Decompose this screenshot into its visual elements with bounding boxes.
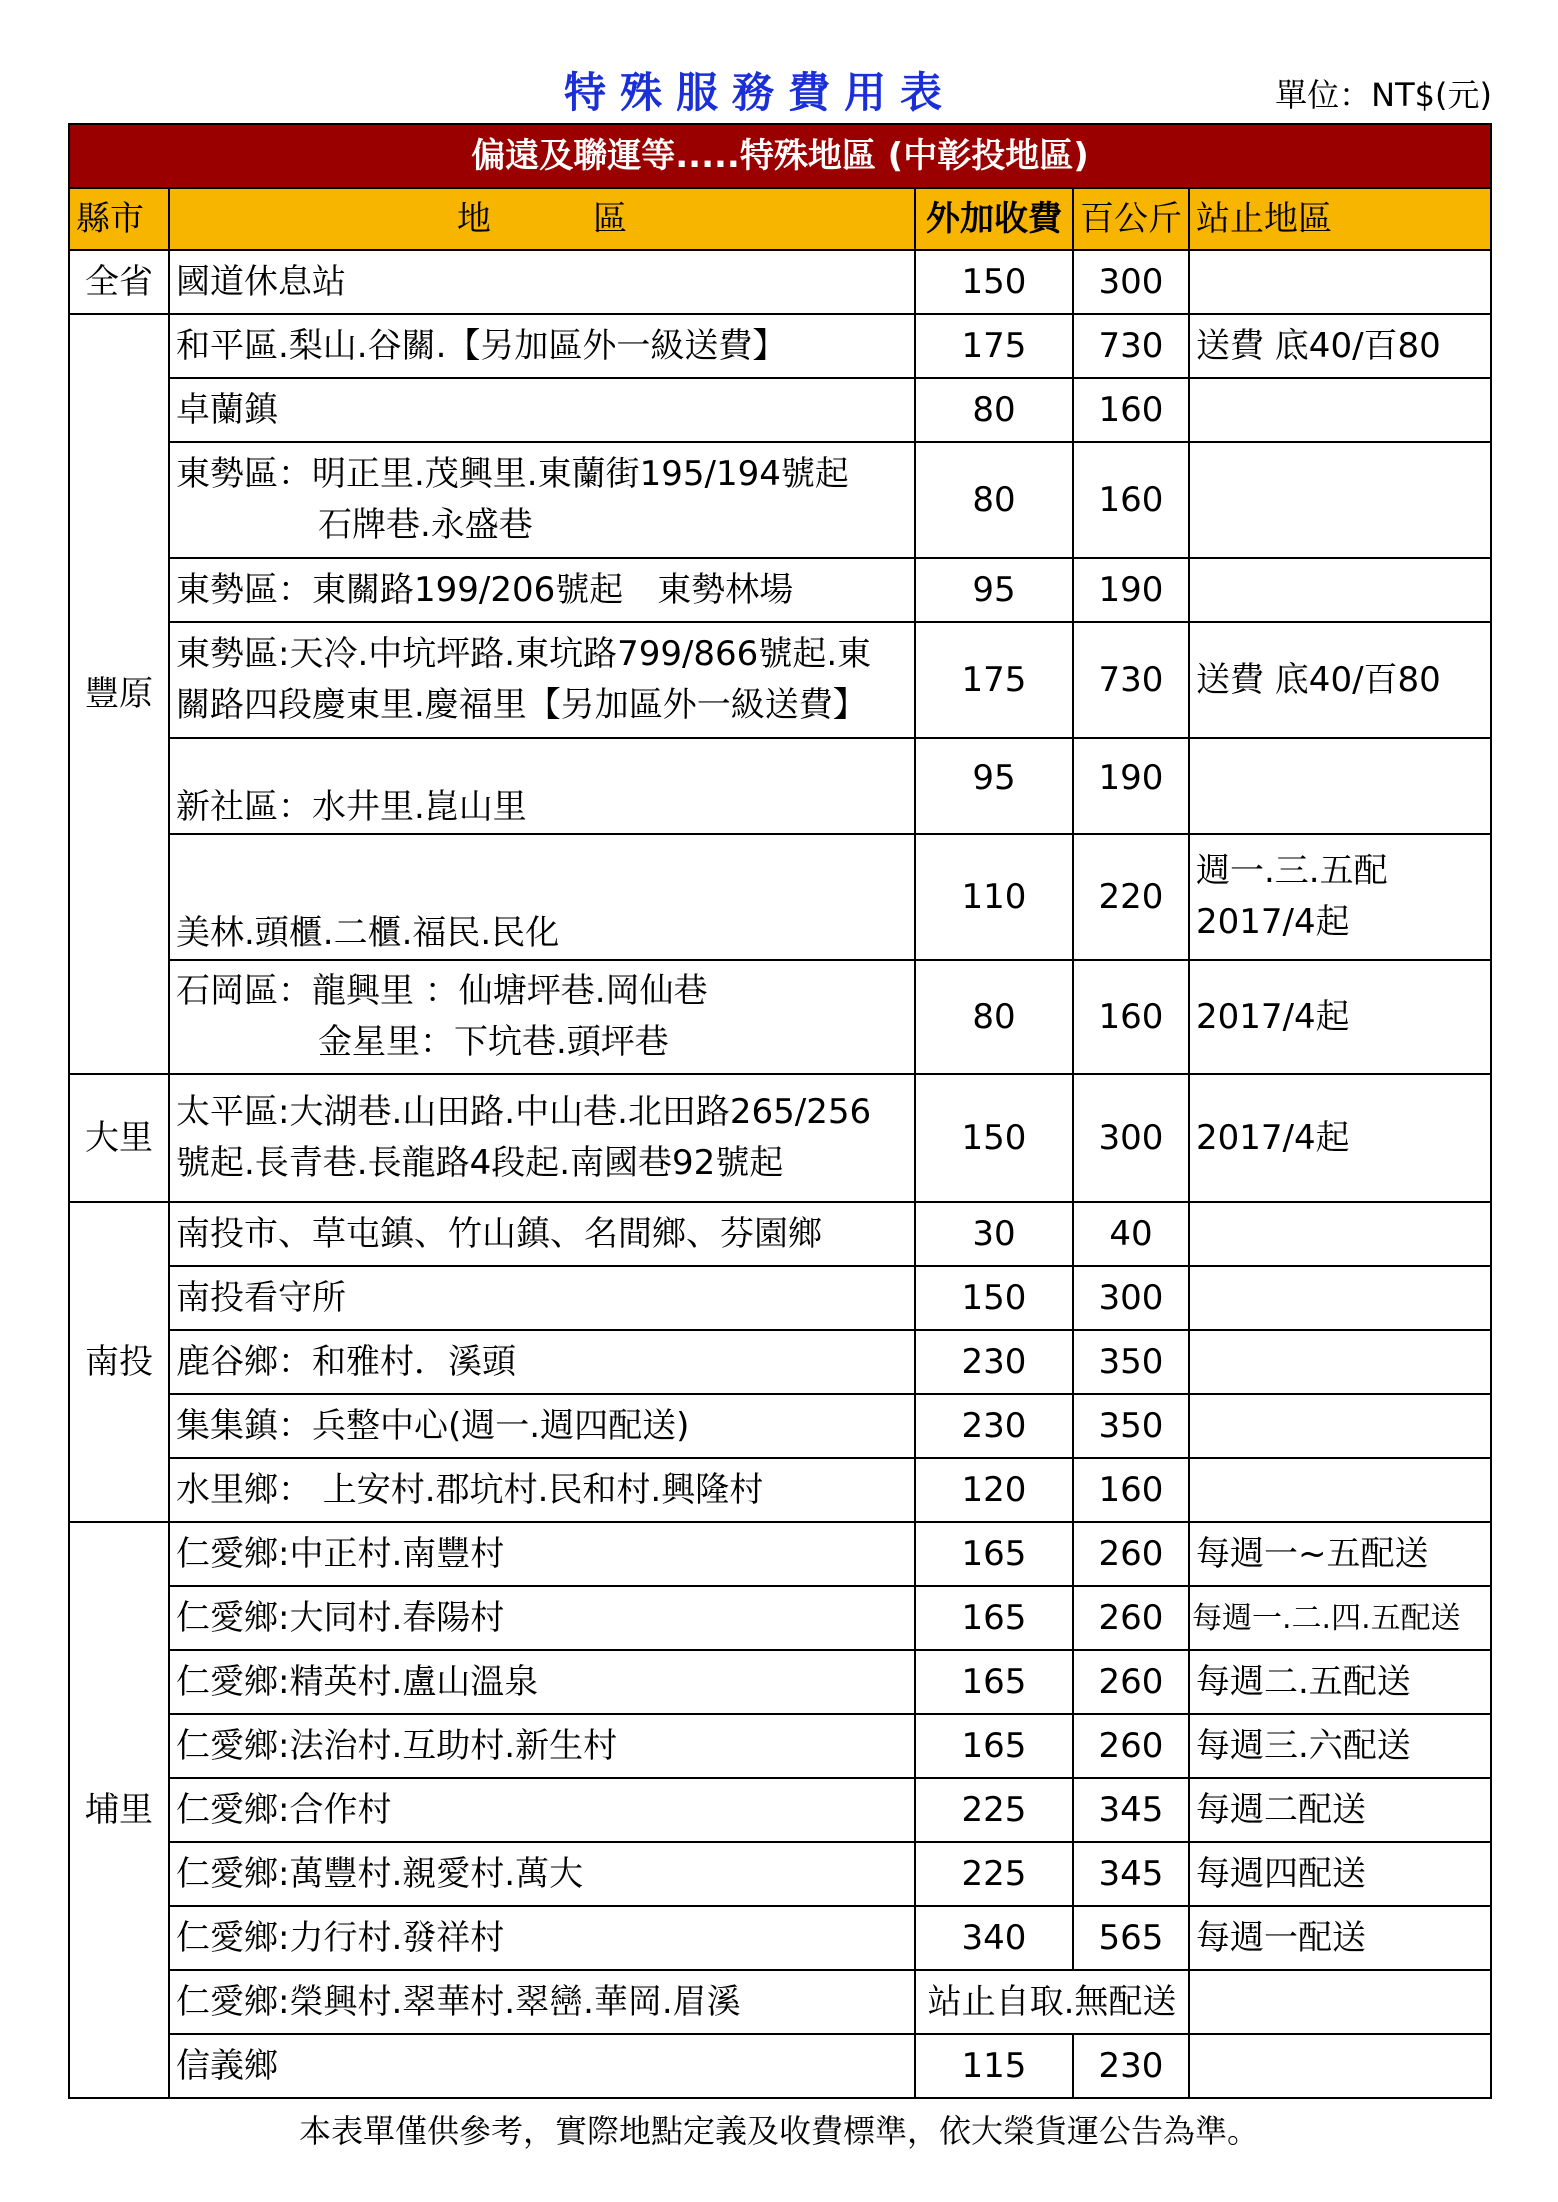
table-row [69, 1842, 1491, 1906]
table-row [69, 558, 1491, 622]
table-row [69, 1714, 1491, 1778]
table-row [69, 250, 1491, 314]
fee-cell: 225 [915, 1778, 1073, 1842]
fee-cell: 230 [915, 1330, 1073, 1394]
area-cell: 仁愛鄉:大同村.春陽村 [169, 1586, 915, 1650]
area-line: 東勢區：明正里.茂興里.東蘭街195/194號起 [176, 454, 849, 494]
area-cell: 仁愛鄉:榮興村.翠華村.翠巒.華岡.眉溪 [169, 1970, 915, 2034]
kg-cell: 345 [1073, 1778, 1189, 1842]
county-cell: 豐原 [69, 314, 169, 1074]
note-cell [1189, 834, 1491, 960]
note-cell: 送費 底40/百80 [1189, 622, 1491, 738]
note-cell [1189, 1202, 1491, 1266]
table-row [69, 1650, 1491, 1714]
fee-cell: 165 [915, 1650, 1073, 1714]
county-cell: 埔里 [69, 1522, 169, 2098]
header-station: 站止地區 [1189, 188, 1491, 250]
kg-cell: 160 [1073, 1458, 1189, 1522]
table-row [69, 1202, 1491, 1266]
area-cell: 仁愛鄉:中正村.南豐村 [169, 1522, 915, 1586]
fee-cell: 30 [915, 1202, 1073, 1266]
merged-fee-cell: 站止自取.無配送 [915, 1970, 1189, 2034]
table-row [69, 378, 1491, 442]
fee-cell: 80 [915, 442, 1073, 558]
kg-cell: 350 [1073, 1394, 1189, 1458]
note-cell: 送費 底40/百80 [1189, 314, 1491, 378]
kg-cell: 300 [1073, 1266, 1189, 1330]
fee-cell: 115 [915, 2034, 1073, 2098]
fee-cell: 225 [915, 1842, 1073, 1906]
area-line: 關路四段慶東里.慶福里【另加區外一級送費】 [176, 685, 867, 725]
fee-cell: 150 [915, 250, 1073, 314]
area-cell: 鹿谷鄉：和雅村．溪頭 [169, 1330, 915, 1394]
note-cell: 每週二配送 [1189, 1778, 1491, 1842]
fee-cell: 175 [915, 622, 1073, 738]
note-cell: 每週一配送 [1189, 1906, 1491, 1970]
county-cell: 全省 [69, 250, 169, 314]
fee-cell: 175 [915, 314, 1073, 378]
area-cell: 卓蘭鎮 [169, 378, 915, 442]
kg-cell: 300 [1073, 1074, 1189, 1202]
fee-cell: 80 [915, 378, 1073, 442]
fee-cell: 165 [915, 1522, 1073, 1586]
area-cell: 水里鄉： 上安村.郡坑村.民和村.興隆村 [169, 1458, 915, 1522]
note-cell: 每週四配送 [1189, 1842, 1491, 1906]
note-cell: 2017/4起 [1189, 1074, 1491, 1202]
area-cell: 仁愛鄉:法治村.互助村.新生村 [169, 1714, 915, 1778]
area-cell: 國道休息站 [169, 250, 915, 314]
area-cell: 南投看守所 [169, 1266, 915, 1330]
table-row [69, 1906, 1491, 1970]
table-row [69, 1266, 1491, 1330]
table-row [69, 314, 1491, 378]
table-row [69, 1074, 1491, 1202]
kg-cell: 300 [1073, 250, 1189, 314]
kg-cell: 160 [1073, 378, 1189, 442]
table-row [69, 442, 1491, 558]
note-cell: 2017/4起 [1189, 960, 1491, 1074]
area-cell: 和平區.梨山.谷關.【另加區外一級送費】 [169, 314, 915, 378]
kg-cell: 160 [1073, 960, 1189, 1074]
table-row [69, 1330, 1491, 1394]
area-line: 號起.長青巷.長龍路4段起.南國巷92號起 [176, 1143, 784, 1183]
note-cell [1189, 250, 1491, 314]
area-cell: 東勢區：東關路199/206號起 東勢林場 [169, 558, 915, 622]
area-line: 東勢區:天冷.中坑坪路.東坑路799/866號起.東 [176, 634, 872, 674]
note-cell [1189, 1970, 1491, 2034]
header-surcharge: 外加收費 [915, 188, 1073, 250]
disclaimer-footer: 本表單僅供參考，實際地點定義及收費標準，依大榮貨運公告為準。 [298, 2112, 1259, 2150]
note-cell: 每週一~五配送 [1189, 1522, 1491, 1586]
kg-cell: 40 [1073, 1202, 1189, 1266]
fee-cell: 230 [915, 1394, 1073, 1458]
page-title: 特殊服務費用表 [563, 68, 956, 117]
county-cell: 南投 [69, 1202, 169, 1522]
area-line: 金星里：下坑巷.頭坪巷 [318, 1022, 669, 1062]
note-cell [1189, 1266, 1491, 1330]
header-per100kg: 百公斤 [1073, 188, 1189, 250]
kg-cell: 190 [1073, 558, 1189, 622]
table-row [69, 1586, 1491, 1650]
fee-cell: 95 [915, 738, 1073, 834]
kg-cell: 730 [1073, 314, 1189, 378]
area-cell: 集集鎮：兵整中心(週一.週四配送) [169, 1394, 915, 1458]
note-line: 2017/4起 [1196, 902, 1350, 942]
fee-cell: 165 [915, 1714, 1073, 1778]
note-cell [1189, 1330, 1491, 1394]
note-cell [1189, 442, 1491, 558]
table-row [69, 1970, 1491, 2034]
kg-cell: 220 [1073, 834, 1189, 960]
table-row [69, 1458, 1491, 1522]
kg-cell: 350 [1073, 1330, 1189, 1394]
kg-cell: 260 [1073, 1714, 1189, 1778]
table-row [69, 834, 1491, 960]
kg-cell: 230 [1073, 2034, 1189, 2098]
fee-cell: 95 [915, 558, 1073, 622]
note-cell [1189, 738, 1491, 834]
note-cell: 每週二.五配送 [1189, 1650, 1491, 1714]
kg-cell: 260 [1073, 1586, 1189, 1650]
currency-unit: 單位：NT$(元) [1275, 76, 1492, 114]
fee-cell: 110 [915, 834, 1073, 960]
area-cell: 仁愛鄉:合作村 [169, 1778, 915, 1842]
note-line: 週一.三.五配 [1196, 851, 1388, 891]
table-row [69, 1778, 1491, 1842]
table-header [69, 188, 1491, 250]
fee-table [68, 123, 1492, 2099]
kg-cell: 190 [1073, 738, 1189, 834]
area-cell: 仁愛鄉:力行村.發祥村 [169, 1906, 915, 1970]
kg-cell: 260 [1073, 1522, 1189, 1586]
fee-cell: 80 [915, 960, 1073, 1074]
table-row [69, 1394, 1491, 1458]
kg-cell: 260 [1073, 1650, 1189, 1714]
area-cell: 南投市、草屯鎮、竹山鎮、名間鄉、芬園鄉 [169, 1202, 915, 1266]
kg-cell: 345 [1073, 1842, 1189, 1906]
note-cell [1189, 378, 1491, 442]
area-cell: 美林.頭櫃.二櫃.福民.民化 [169, 834, 915, 960]
area-line: 石牌巷.永盛巷 [318, 505, 533, 545]
note-cell [1189, 558, 1491, 622]
table-row [69, 960, 1491, 1074]
area-cell: 仁愛鄉:萬豐村.親愛村.萬大 [169, 1842, 915, 1906]
note-cell: 每週三.六配送 [1189, 1714, 1491, 1778]
area-cell [169, 622, 915, 738]
fee-cell: 165 [915, 1586, 1073, 1650]
note-cell [1189, 1458, 1491, 1522]
table-row [69, 1522, 1491, 1586]
header-area: 地 區 [169, 188, 915, 250]
note-cell [1189, 1394, 1491, 1458]
kg-cell: 730 [1073, 622, 1189, 738]
area-line: 太平區:大湖巷.山田路.中山巷.北田路265/256 [176, 1092, 872, 1132]
area-cell [169, 960, 915, 1074]
area-cell: 仁愛鄉:精英村.盧山溫泉 [169, 1650, 915, 1714]
note-cell: 每週一.二.四.五配送 [1189, 1586, 1491, 1650]
region-banner: 偏遠及聯運等.....特殊地區 (中彰投地區) [69, 124, 1491, 188]
area-cell: 信義鄉 [169, 2034, 915, 2098]
area-line: 石岡區：龍興里 ：仙塘坪巷.岡仙巷 [176, 971, 708, 1011]
area-cell: 新社區：水井里.崑山里 [169, 738, 915, 834]
table-row [69, 622, 1491, 738]
fee-cell: 340 [915, 1906, 1073, 1970]
kg-cell: 160 [1073, 442, 1189, 558]
table-row [69, 738, 1491, 834]
kg-cell: 565 [1073, 1906, 1189, 1970]
table-row [69, 2034, 1491, 2098]
header-county: 縣市 [69, 188, 169, 250]
area-cell [169, 1074, 915, 1202]
note-cell [1189, 2034, 1491, 2098]
fee-cell: 150 [915, 1266, 1073, 1330]
fee-cell: 150 [915, 1074, 1073, 1202]
area-cell [169, 442, 915, 558]
fee-cell: 120 [915, 1458, 1073, 1522]
county-cell: 大里 [69, 1074, 169, 1202]
